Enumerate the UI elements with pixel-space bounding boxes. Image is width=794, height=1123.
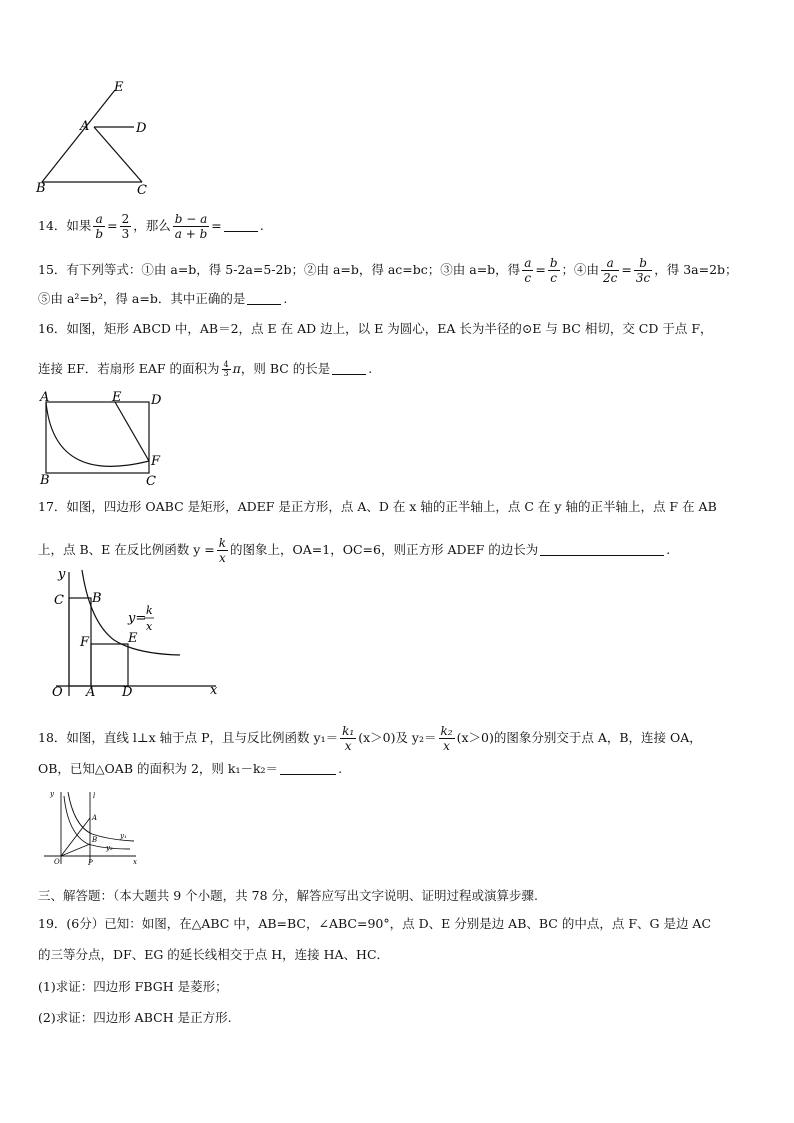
label-D: D [151, 393, 162, 408]
label-y2: y₂ [106, 844, 113, 852]
label-A: A [86, 685, 96, 700]
section-3-heading: 三、解答题：（本大题共 9 个小题，共 78 分，解答应写出文字说明、证明过程或演算步骤. [38, 888, 538, 903]
question-19-line2: 的三等分点，DF、EG 的延长线相交于点 H，连接 HA、HC． [38, 947, 390, 962]
q14-fraction-2-over-3: $\frac{2}{3}$ [121, 212, 130, 241]
label-B: B [92, 836, 98, 844]
label-E: E [128, 631, 138, 646]
curve-label: y= [128, 611, 147, 626]
q15-fraction-a-over-2c: $\frac{a}{2c}$ [603, 256, 618, 285]
question-17-line2: 上，点 B、E 在反比例函数 y = $\frac{k}{x}$ 的图象上，OA=1，OC=6，则正方形 ADEF 的边长为 . [38, 536, 671, 565]
q14-fraction-expr: $\frac{b - a}{a + b}$ [174, 212, 208, 241]
question-15-line1: 15．有下列等式：①由 a=b，得 5-2a=5-2b；②由 a=b，得 ac=bc；③由 a=b，得 $\frac{a}{c}$ = $\frac{b}{c}$ ；④由 $\frac{a}{2c}$ = $\frac{b}{3c}$ ，得 3a=2b； [38, 256, 738, 285]
label-A: A [80, 119, 90, 134]
q18-answer-blank[interactable] [280, 762, 336, 775]
figure-q13 [30, 78, 160, 198]
label-B: B [36, 181, 46, 196]
label-C: C [54, 593, 64, 608]
figure-q16 [36, 390, 166, 486]
q15-fraction-b-over-3c: $\frac{b}{3c}$ [635, 256, 651, 285]
label-D: D [122, 685, 133, 700]
question-14: 14．如果 $\frac{a}{b}$ = $\frac{2}{3}$ ，那么 $\frac{b - a}{a + b}$ = . [38, 212, 264, 241]
q14-fraction-a-over-b: $\frac{a}{b}$ [95, 212, 104, 241]
line-EF [115, 402, 149, 461]
label-P: P [88, 859, 93, 867]
q15-fraction-a-over-c: $\frac{a}{c}$ [524, 256, 532, 285]
question-15-line2: ⑤由 a²=b²，得 a=b．其中正确的是 . [38, 291, 288, 306]
axis-label-y: y [50, 790, 54, 798]
figure-q17 [44, 562, 234, 702]
question-18-line1: 18．如图，直线 l⊥x 轴于点 P，且与反比例函数 y₁＝ $\frac{\text{k₁}}{x}$ (x＞0)及 y₂＝ $\frac{\text{k₂}}{x}$ (x＞0)的图象分别交于点 A，B，连接 OA， [38, 724, 702, 753]
q15-answer-blank[interactable] [247, 292, 281, 305]
label-D: D [136, 121, 147, 136]
label-A: A [92, 814, 98, 822]
q14-text-a: 14．如果 [38, 218, 92, 233]
q16-area-fraction: $\frac{4}{3}$ [223, 360, 229, 378]
question-17-line1: 17．如图，四边形 OABC 是矩形，ADEF 是正方形，点 A、D 在 x 轴的正半轴上，点 C 在 y 轴的正半轴上，点 F 在 AB [38, 499, 717, 514]
figure-q18 [40, 786, 144, 868]
q14-text-b: ，那么 [133, 218, 171, 233]
label-y1: y₁ [120, 832, 127, 840]
label-F: F [151, 454, 161, 469]
label-O: O [52, 685, 63, 700]
question-19-line1: 19．(6分）已知：如图，在△ABC 中，AB=BC，∠ABC=90°，点 D、E 分别是边 AB、BC 的中点，点 F、G 是边 AC [38, 916, 712, 931]
label-O: O [54, 858, 60, 866]
axis-label-x: x [210, 683, 218, 698]
line-AC [94, 127, 142, 182]
question-19-part1: (1)求证：四边形 FBGH 是菱形； [38, 979, 228, 994]
question-16-line2: 连接 EF．若扇形 EAF 的面积为 $\frac{4}{3}$ π，则 BC 的长是 . [38, 360, 373, 378]
q16-answer-blank[interactable] [332, 362, 366, 375]
question-18-line2: OB，已知△OAB 的面积为 2，则 k₁－k₂＝ . [38, 761, 343, 776]
q18-fraction-k2-over-x: $\frac{\text{k₂}}{x}$ [440, 724, 453, 753]
line-BE [42, 90, 115, 182]
q18-fraction-k1-over-x: $\frac{\text{k₁}}{x}$ [342, 724, 355, 753]
rect-ABCD [46, 402, 149, 473]
axis-label-x: x [133, 858, 137, 866]
square-ADEF [91, 644, 128, 686]
label-B: B [92, 591, 102, 606]
label-B: B [40, 473, 50, 486]
question-19-part2: (2)求证：四边形 ABCH 是正方形. [38, 1010, 232, 1025]
label-C: C [137, 183, 147, 198]
label-F: F [80, 635, 90, 650]
question-16-line1: 16．如图，矩形 ABCD 中，AB＝2，点 E 在 AD 边上，以 E 为圆心，EA 长为半径的⊙E 与 BC 相切，交 CD 于点 F， [38, 321, 713, 336]
label-l: l [93, 792, 96, 800]
curve-label-k: k [146, 604, 153, 617]
q15-fraction-b-over-c: $\frac{b}{c}$ [549, 256, 558, 285]
label-E: E [114, 80, 124, 95]
label-E: E [112, 390, 122, 405]
label-A: A [40, 390, 50, 405]
q14-answer-blank[interactable] [224, 219, 258, 232]
curve-label-x: x [146, 620, 153, 633]
label-C: C [146, 474, 156, 486]
q17-answer-blank[interactable] [540, 543, 664, 556]
q17-fraction-k-over-x: $\frac{k}{x}$ [218, 536, 227, 565]
axis-label-y: y [58, 567, 66, 582]
